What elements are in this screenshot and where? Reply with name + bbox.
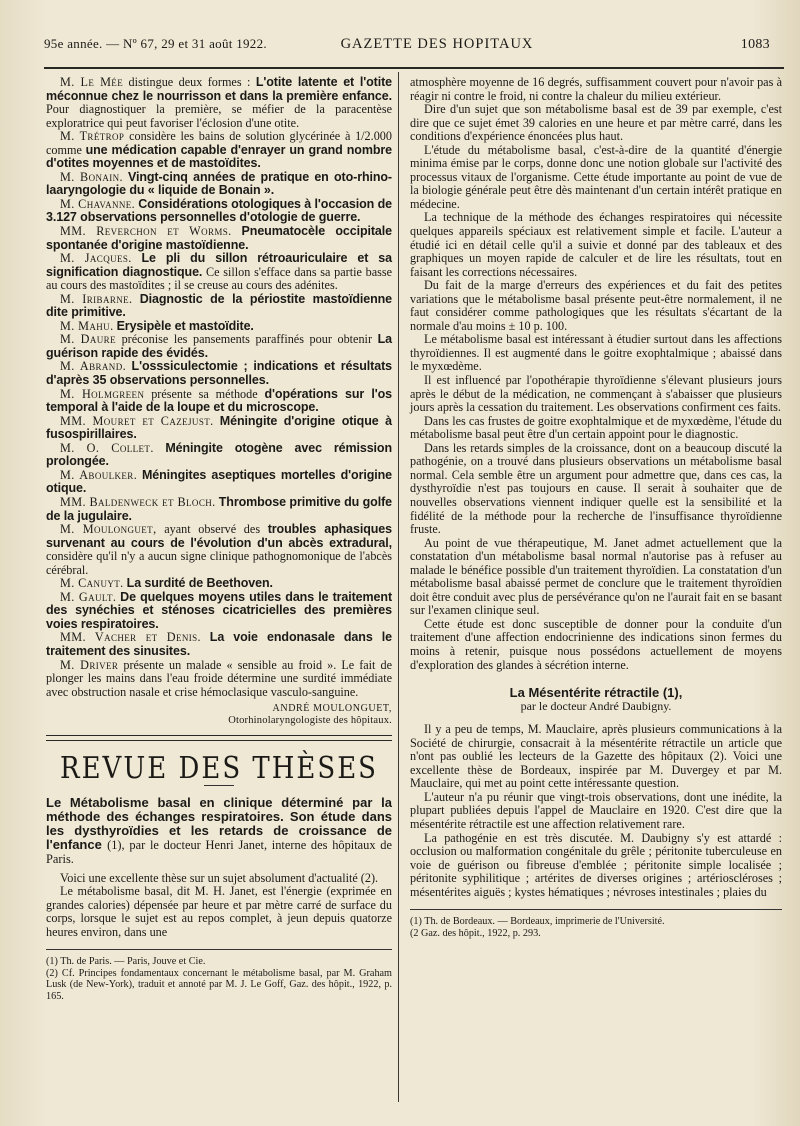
entry-paragraph — [46, 659, 392, 700]
entry-author: M. Abrand. — [60, 359, 127, 374]
entry-tail: considère qu'il n'y a aucun signe clinique pathognomonique de l'abcès cérébral. — [46, 549, 392, 577]
entry-paragraph — [46, 631, 392, 658]
entry-author: M. Aboulker. — [60, 467, 138, 482]
entry-paragraph — [46, 252, 392, 293]
article-title: La Mésentérite rétractile (1), — [509, 685, 683, 701]
thesis-paragraph: Du fait de la marge d'erreurs des expériences et du fait des petites variations que le métabolisme basal présente peut-être normalement, il ne faut considérer comme pathologiques que les résultats s'écartant de la normale d'au moins ± 10 p. 100. — [410, 278, 782, 333]
entry-text: ayant observé des — [156, 522, 268, 537]
section-rule — [46, 735, 392, 741]
entry-author: M. Gault. — [60, 589, 117, 604]
footnote-rule — [46, 949, 392, 950]
thesis-paragraph: L'étude du métabolisme basal, c'est-à-dire de la quantité d'énergie minima émise par le corps, donne donc une notion globale sur l'activité des processus vitaux de l'organisme. Cette étude importante au point de vue de la biologie générale peut être dès maintenant d'un certain intérêt pratique en médecine. — [410, 142, 782, 211]
thesis-title-text: Le Métabolisme basal en clinique déterminé par la méthode des échanges respiratoires. Son étude dans les dysthyroïdies et les retards de croissance de l'enfance — [46, 794, 392, 852]
thesis-title — [46, 796, 392, 866]
congress-entries — [46, 76, 392, 699]
entry-author: M. Jacques. — [60, 251, 132, 266]
entry-author: M. Iribarne. — [60, 291, 133, 306]
entry-title: La guérison rapide des évidés. — [46, 332, 392, 360]
entry-author: M. Mahu. — [60, 318, 114, 333]
entry-paragraph — [46, 591, 392, 632]
entry-author: M. Moulonguet, — [60, 522, 157, 537]
footnote-rule — [410, 909, 782, 910]
article-byline: par le docteur André Daubigny. — [520, 698, 672, 713]
entry-paragraph — [46, 496, 392, 523]
entry-title: Méningite otogène avec rémission prolongée. — [46, 440, 392, 469]
entry-author: M. Driver — [60, 657, 119, 672]
journal-title: GAZETTE DES HOPITAUX — [340, 36, 534, 52]
entry-author: M. Bonain. — [60, 169, 124, 184]
entry-author: MM. Mouret et Cazejust. — [60, 413, 214, 428]
entry-tail: Pour diagnostiquer la première, se méfier de la paracentèse exploratrice qui peut favoriser l'éclosion d'une otite. — [46, 102, 392, 130]
entry-paragraph — [46, 171, 392, 198]
signature — [46, 703, 392, 727]
footnote: (2 Gaz. des hôpit., 1922, p. 293. — [410, 927, 541, 939]
entry-text: présente sa méthode — [144, 386, 265, 401]
entry-author: MM. Baldenweck et Bloch. — [60, 494, 216, 509]
entry-title: Le pli du sillon rétroauriculaire et sa signification diagnostique. — [46, 251, 393, 279]
entry-paragraph — [46, 523, 392, 577]
entry-author: M. Chavanne. — [60, 196, 136, 211]
entry-author: MM. Reverchon et Worms. — [60, 224, 232, 239]
section-title: REVUE DES THÈSES — [60, 751, 378, 787]
thesis-paragraph: Voici une excellente thèse sur un sujet absolument d'actualité (2). — [60, 870, 379, 885]
column-divider — [398, 72, 399, 1102]
left-column — [46, 76, 392, 1002]
entry-text: considère les bains de solution glycérinée à 1/2.000 comme — [46, 129, 392, 157]
entry-text — [132, 251, 142, 265]
article-paragraph: La pathogénie en est très discutée. M. Daubigny s'y est attardé : occlusion ou malformation congénitale du grêle ; péritonite tuberculeuse en voie de guérison ou fibreuse d'emblée ; péritonite simple localisée ; péritonite syphilitique ; artérites de diverses origines ; artérioscléroses ; mésentérites aiguës ; kystes hématiques ; névroses intestinales ; plaies du — [410, 830, 782, 899]
entry-author: M. Daure — [60, 332, 116, 347]
entry-title: Considérations otologiques à l'occasion de 3.127 observations personnelles d'otologie de guerre. — [46, 196, 392, 225]
entry-title: Erysipèle et mastoïdite. — [116, 318, 254, 333]
entry-paragraph — [46, 198, 392, 225]
header-rule — [44, 67, 784, 69]
entry-title: La surdité de Beethoven. — [126, 576, 273, 591]
entry-title: Diagnostic de la périostite mastoïdienne dite primitive. — [46, 291, 393, 320]
entry-title: une médication capable d'enrayer un grand nombre d'otites moyennes et de mastoïdites. — [46, 142, 392, 171]
thesis-paragraph: atmosphère moyenne de 16 degrés, suffisamment couvert pour n'avoir pas à réagir ni contre le froid, ni contre la chaleur du milieu extérieur. — [410, 75, 782, 103]
entry-paragraph — [46, 360, 392, 387]
entry-title: Pneumatocèle occipitale spontanée d'origine mastoïdienne. — [46, 224, 392, 252]
footnote: (1) Th. de Bordeaux. — Bordeaux, imprimerie de l'Université. — [410, 916, 665, 928]
entry-title: L'otite latente et l'otite méconnue chez le nourrisson et dans la première enfance. — [46, 75, 392, 103]
article-paragraph: Il y a peu de temps, M. Mauclaire, après plusieurs communications à la Société de chirurgie, consacrait à la mésentérite rétractile un article que n'ont pas oublié les lecteurs de la Gazette des hôpitaux (2). Voici une excellente thèse de Bordeaux, inspirée par M. Duvergey et par M. Mauclaire, qui met au point cette intéressante question. — [410, 722, 782, 791]
thesis-paragraph: Dans les retards simples de la croissance, dont on a beaucoup discuté la pathogénie, on a trouvé dans plusieurs observations un métabolisme basal normal. Cela semble être un argument pour admettre que, dans ces cas, la dysthyroïdie n'est pas toujours en cause. Il serait à souhaiter que de nouvelles observations viennent indiquer quelle est la sensibilité et la fidélité de la méthode pour la recherche de l'insuffisance thyroïdienne fruste. — [410, 440, 782, 537]
entry-paragraph — [46, 388, 392, 415]
page-header — [44, 36, 770, 62]
entry-paragraph — [46, 469, 392, 496]
entry-author: M. Holmgreen — [60, 386, 145, 401]
entry-author: M. Trétrop — [60, 129, 125, 144]
thesis-paragraph: Cette étude est donc susceptible de donner pour la conduite d'un traitement d'une affection endocrinienne des indications sinon fermes du moins à retenir, puisque nous possédons actuellement de moyens d'exploration des glandes à sécrétion interne. — [410, 616, 782, 672]
right-column — [410, 76, 782, 939]
entry-title: Méningite d'origine otique à fusospirillaires. — [46, 413, 392, 442]
entry-paragraph — [46, 442, 392, 469]
thesis-paragraph: Dire d'un sujet que son métabolisme basal est de 39 par exemple, c'est dire que ce sujet émet 39 calories en une heure et par mètre carré, dans les conditions d'expérience énoncées plus haut. — [410, 102, 782, 144]
entry-title: La voie endonasale dans le traitement des sinusites. — [46, 630, 393, 658]
entry-title: Thrombose primitive du golfe de la jugulaire. — [46, 494, 393, 523]
entry-title: d'opérations sur l'os temporal à l'aide de la loupe et du microscope. — [46, 386, 392, 415]
signature-affiliation: Otorhinolaryngologiste des hôpitaux. — [228, 715, 392, 727]
entry-author: M. Le Mée — [60, 75, 124, 89]
entry-text — [232, 224, 242, 238]
footnotes-right — [410, 916, 782, 939]
footnotes-left — [46, 956, 392, 1002]
footnote: (2) Cf. Principes fondamentaux concernant le métabolisme basal, par M. Graham Lusk (de New-York), traduit et annoté par M. J. Le Goff, Gaz. des hôpit., 1922, p. 165. — [46, 967, 392, 1002]
thesis-continuation — [410, 76, 782, 680]
entry-text: présente un malade « sensible au froid ». Le fait de plonger les mains dans l'eau froide détermine une surdité immédiate avec obstruction nasale et crise hémoclasique vasculo-sanguine. — [46, 657, 392, 699]
thesis-paragraph: Le métabolisme basal est intéressant à étudier surtout dans les affections thyroïdiennes. Il est augmenté dans le goitre exophtalmique ; abaissé dans le myxœdème. — [410, 332, 782, 374]
entry-text — [154, 441, 166, 455]
thesis-paragraph: Il est influencé par l'opothérapie thyroïdienne s'élevant plusieurs jours après le début de la médication, ne commençant à s'abaisser que plusieurs jours après la cessation du traitement. Les observations confirment ces faits. — [410, 373, 782, 415]
entry-text — [133, 292, 140, 306]
thesis-paragraph: Dans les cas frustes de goitre exophtalmique et de myxœdème, l'étude du métabolisme basal peut être d'un certain appoint pour le diagnostic. — [410, 413, 782, 442]
thesis-paragraph: Au point de vue thérapeutique, M. Janet admet actuellement que la constatation d'un métabolisme basal normal n'autorise pas à refuser au malade le bénéfice possible d'un traitement thyroïdien. La constatation d'un métabolisme basal abaissé permet de conclure que le traitement thyroïdien doit être conduit avec plus de persévérance qu'on ne l'aurait fait en se basant sur l'examen clinique seul. — [410, 535, 782, 618]
footnote: (1) Th. de Paris. — Paris, Jouve et Cie. — [46, 956, 206, 968]
signature-name: ANDRÉ MOULONGUET, — [272, 703, 392, 715]
entry-paragraph — [46, 293, 392, 320]
issue-info: 95e année. — Nº 67, 29 et 31 août 1922. — [44, 36, 267, 51]
entry-paragraph — [46, 130, 392, 171]
entry-text — [201, 630, 210, 644]
entry-text: préconise les pansements paraffinés pour obtenir — [115, 332, 378, 347]
article-body — [410, 723, 782, 899]
entry-title: troubles aphasiques survenant au cours de l'évolution d'un abcès extradural, — [46, 522, 392, 550]
entry-paragraph — [46, 76, 392, 130]
thesis-author: (1), par le docteur Henri Janet, interne des hôpitaux de Paris. — [46, 837, 392, 866]
entry-title: L'osssiculectomie ; indications et résultats d'après 35 observations personnelles. — [46, 359, 392, 388]
entry-paragraph — [46, 577, 392, 591]
page-number: 1083 — [740, 37, 770, 52]
entry-title: Méningites aseptiques mortelles d'origine otique. — [46, 467, 393, 496]
thesis-paragraph: La technique de la méthode des échanges respiratoires qui nécessite quelques appareils spéciaux est relativement simple et facile. L'auteur a étudié ici en détail celle qu'il a suivie et donné par des tableaux et des graphiques un moyen rapide de calculer et de lire les résultats, tout en faisant les corrections nécessaires. — [410, 210, 782, 279]
entry-title: De quelques moyens utiles dans le traitement des synéchies et sténoses cicatricielles des premières voies respiratoires. — [46, 589, 393, 631]
entry-text: distingue deux formes : — [123, 75, 256, 89]
article-paragraph: L'auteur n'a pu réunir que vingt-trois observations, dont une inédite, la plupart publiées depuis l'appel de Mauclaire en 1920. C'est dire que la mésentérite rétractile est une affection relativement rare. — [410, 789, 782, 831]
thesis-paragraph: Le métabolisme basal, dit M. H. Janet, est l'énergie (exprimée en grandes calories) dépensée par heure et par mètre carré de surface du corps, lorsque le sujet est au repos complet, à jeun depuis quatorze heures environ, dans une — [46, 884, 392, 939]
entry-author: M. Canuyt. — [60, 576, 124, 591]
entry-title: Vingt-cinq années de pratique en oto-rhino-laaryngologie du « liquide de Bonain ». — [46, 169, 392, 198]
entry-paragraph — [46, 320, 392, 334]
entry-tail: Ce sillon s'efface dans sa partie basse au cours des mastoïdites ; il se creuse au cours des adénites. — [46, 264, 393, 293]
entry-author: M. O. Collet. — [60, 440, 154, 455]
entry-paragraph — [46, 415, 392, 442]
entry-paragraph — [46, 225, 392, 252]
entry-paragraph — [46, 333, 392, 360]
entry-author: MM. Vacher et Denis. — [60, 630, 201, 645]
